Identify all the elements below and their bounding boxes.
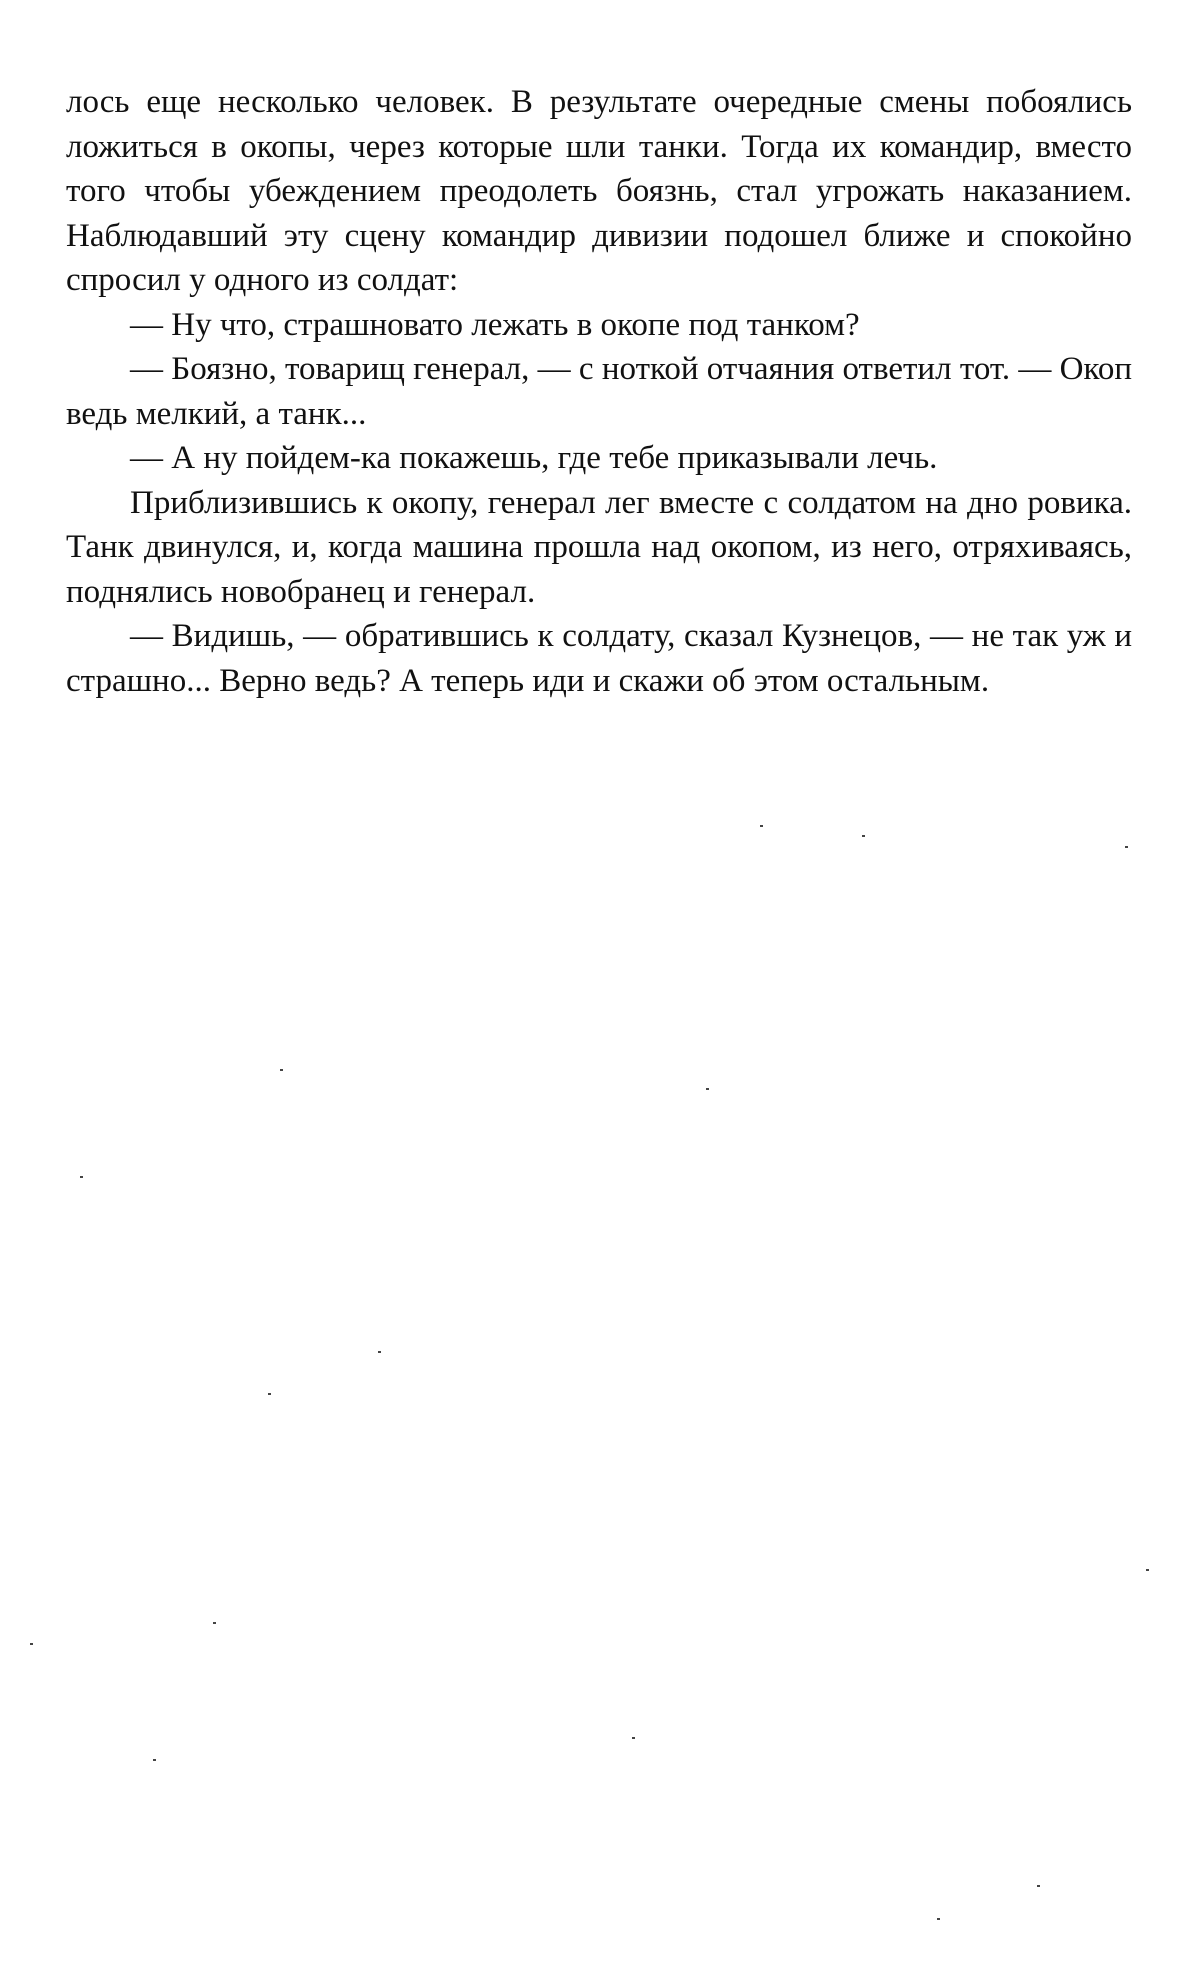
scan-speck [760, 825, 763, 827]
paragraph-2: — Ну что, страшновато лежать в окопе под танком? [130, 306, 860, 343]
scan-speck [213, 1622, 216, 1624]
scan-speck [268, 1393, 271, 1395]
paragraph-6: — Видишь, — обратившись к солдату, сказал Кузнецов, — не так уж и страшно... Верно ведь? А теперь иди и скажи об этом остальным. [66, 618, 1132, 699]
paragraph-3: — Боязно, товарищ генерал, — с ноткой отчаяния ответил тот. — Окоп ведь мелкий, а танк... [66, 351, 1132, 432]
scan-speck [706, 1088, 709, 1090]
paragraph-5: Приблизившись к окопу, генерал лег вместе с солдатом на дно ровика. Танк двинулся, и, когда машина прошла над окопом, из него, отряхиваясь, поднялись новобранец и генерал. [66, 484, 1132, 610]
scan-speck [632, 1737, 635, 1739]
scan-speck [1125, 846, 1128, 848]
paragraph-1: лось еще несколько человек. В результате очередные смены побоялись ложиться в окопы, через которые шли танки. Тогда их командир, вместо того чтобы убеждением преодолеть боязнь, стал угрожать наказанием. Наблюдавший эту сцену командир дивизии подошел ближе и спокойно спросил у одного из солдат: [66, 84, 1132, 298]
scan-speck [280, 1069, 283, 1071]
page-text [66, 80, 1132, 703]
scan-speck [1146, 1569, 1149, 1571]
scan-speck [378, 1351, 381, 1353]
scan-speck [1037, 1885, 1040, 1887]
scan-speck [80, 1176, 83, 1178]
scan-speck [30, 1643, 33, 1645]
scan-speck [862, 835, 865, 837]
paragraph-4: — А ну пойдем-ка покажешь, где тебе приказывали лечь. [130, 440, 938, 476]
scan-speck [153, 1759, 156, 1761]
scan-speck [937, 1918, 940, 1920]
